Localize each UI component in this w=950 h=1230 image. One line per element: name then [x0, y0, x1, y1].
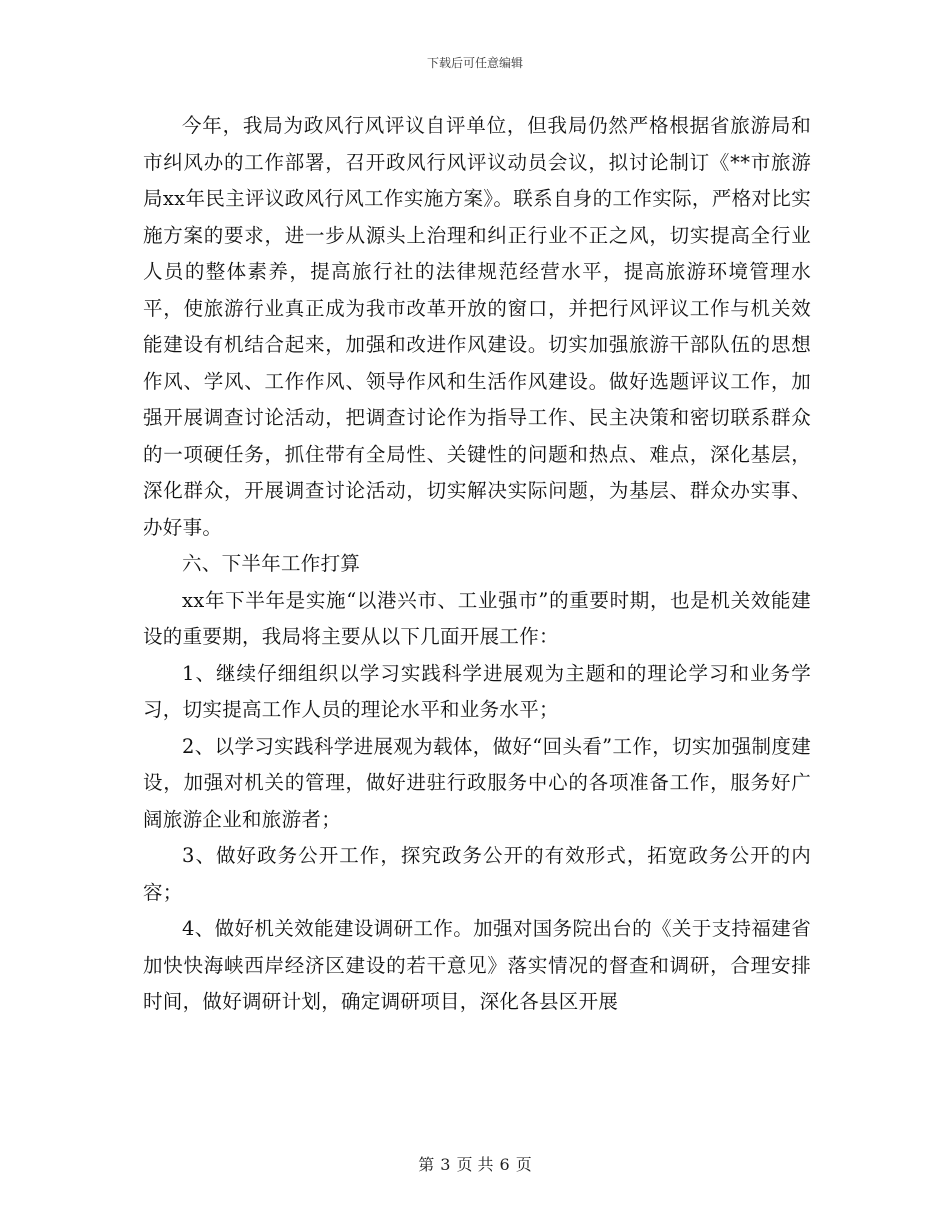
total-page-number: 6 — [499, 1155, 510, 1174]
list-item-3: 3、做好政务公开工作，探究政务公开的有效形式，拓宽政务公开的内容； — [143, 844, 811, 904]
list-item-1: 1、继续仔细组织以学习实践科学进展观为主题和的理论学习和业务学习，切实提高工作人员的理论水平和业务水平； — [143, 661, 811, 721]
current-page-number: 3 — [440, 1155, 451, 1174]
footer-suffix: 页 — [515, 1155, 532, 1174]
footer-middle: 页 共 — [456, 1155, 494, 1174]
page-footer — [0, 1152, 950, 1175]
list-item-4: 4、做好机关效能建设调研工作。加强对国务院出台的《关于支持福建省加快快海峡西岸经济区建设的若干意见》落实情况的督查和调研，合理安排时间，做好调研计划，确定调研项目，深化各县区开展 — [143, 917, 811, 1013]
page-header: 下载后可任意编辑 — [426, 56, 523, 70]
document-body — [143, 108, 811, 1021]
section-heading-plan: 六、下半年工作打算 — [182, 552, 361, 575]
paragraph-plan-intro: xx年下半年是实施“以港兴市、工业强市”的重要时期，也是机关效能建设的重要期，我局将主要从以下几面开展工作： — [143, 588, 811, 648]
paragraph-work-style: 今年，我局为政风行风评议自评单位，但我局仍然严格根据省旅游局和市纠风办的工作部署，召开政风行风评议动员会议，拟讨论制订《**市旅游局xx年民主评议政风行风工作实施方案》。联系自身的工作实际，严格对比实施方案的要求，进一步从源头上治理和纠正行业不正之风，切实提高全行业人员的整体素养，提高旅行社的法律规范经营水平，提高旅游环境管理水平，使旅游行业真正成为我市改革开放的窗口，并把行风评议工作与机关效能建设有机结合起来，加强和改进作风建设。切实加强旅游干部队伍的思想作风、学风、工作作风、领导作风和生活作风建设。做好选题评议工作，加强开展调查讨论活动，把调查讨论作为指导工作、民主决策和密切联系群众的一项硬任务，抓住带有全局性、关键性的问题和热点、难点，深化基层，深化群众，开展调查讨论活动，切实解决实际问题，为基层、群众办实事、办好事。 — [143, 114, 811, 539]
footer-prefix: 第 — [418, 1155, 435, 1174]
list-item-2: 2、以学习实践科学进展观为载体，做好“回头看”工作，切实加强制度建设，加强对机关的管理，做好进驻行政服务中心的各项准备工作，服务好广阔旅游企业和旅游者； — [143, 734, 811, 831]
